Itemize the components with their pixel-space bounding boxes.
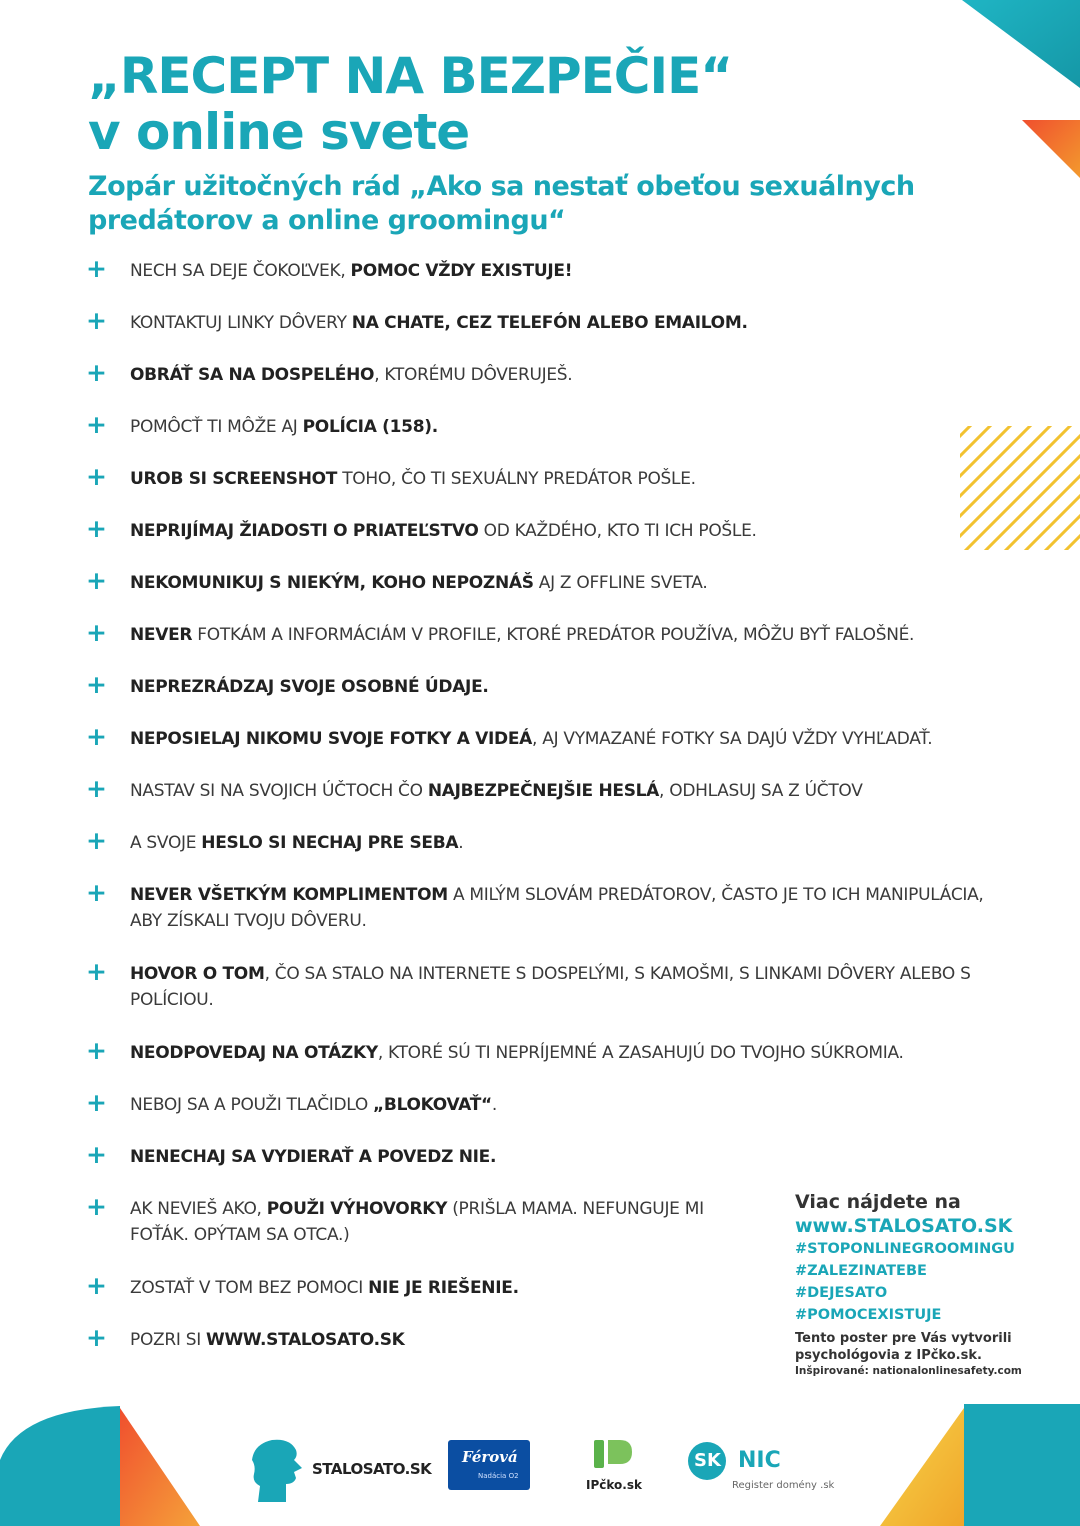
tip-bold-segment: NAJBEZPEČNEJŠIE HESLÁ: [427, 781, 660, 801]
hashtag: #STOPONLINEGROOMINGU: [795, 1241, 1015, 1257]
tip-bold-segment: POUŽI VÝHOVORKY: [266, 1199, 448, 1219]
tip-text: [130, 961, 1010, 1013]
tip-text: [130, 882, 1010, 934]
tip-bold-segment: WWW.STALOSATO.SK: [206, 1330, 405, 1350]
inspired-text: Inšpirované: nationalonlinesafety.com: [795, 1365, 1022, 1377]
tip-segment: FOTKÁM A INFORMÁCIÁM V PROFILE, KTORÉ PREDÁTOR POUŽÍVA, MÔŽU BYŤ FALOŠNÉ.: [192, 625, 915, 645]
hashtag: #DEJESATO: [795, 1285, 888, 1301]
tip-bold-segment: HOVOR O TOM: [130, 964, 265, 984]
plus-icon: +: [86, 514, 107, 543]
ipcko-logo-text: IPčko.sk: [586, 1478, 642, 1492]
plus-icon: +: [86, 306, 107, 335]
tip-segment: , ODHLASUJ SA Z ÚČTOV: [659, 781, 863, 801]
ipcko-mark-icon: [594, 1438, 634, 1472]
plus-icon: +: [86, 957, 107, 986]
tip-segment: AJ Z OFFLINE SVETA.: [533, 573, 708, 593]
title-line-2: v online svete: [88, 103, 470, 161]
plus-icon: +: [86, 1271, 107, 1300]
tip-bold-segment: „BLOKOVAŤ“: [373, 1095, 492, 1115]
tip-text: [130, 1144, 1010, 1170]
tip-text: [130, 1196, 750, 1248]
tip-segment: (PRIŠLA MAMA. NEFUNGUJE MI FOŤÁK. OPÝTAM SA OTCA.): [130, 1199, 704, 1245]
info-heading: Viac nájdete na: [795, 1191, 961, 1213]
ferova-logo-subtext: Nadácia O2: [478, 1472, 519, 1480]
tip-segment: .: [458, 833, 464, 853]
sknic-logo-subtext: Register domény .sk: [732, 1480, 835, 1491]
tip-text: [130, 258, 1010, 284]
info-block: [795, 1190, 1045, 1379]
plus-icon: +: [86, 1192, 107, 1221]
plus-icon: +: [86, 722, 107, 751]
hashtag: #POMOCEXISTUJE: [795, 1307, 942, 1323]
tip-segment: KONTAKTUJ LINKY DÔVERY: [130, 313, 352, 333]
tip-segment: A MILÝM SLOVÁM PREDÁTOROV, ČASTO JE TO ICH MANIPULÁCIA, ABY ZÍSKALI TVOJU DÔVERU.: [130, 885, 984, 931]
plus-icon: +: [86, 462, 107, 491]
tip-bold-segment: POMOC VŽDY EXISTUJE!: [350, 261, 573, 281]
tip-segment: NECH SA DEJE ČOKOĽVEK,: [130, 261, 351, 281]
tip-text: [130, 570, 1010, 596]
tip-segment: , KTORÉMU DÔVERUJEŠ.: [374, 365, 573, 385]
plus-icon: +: [86, 410, 107, 439]
tip-segment: , AJ VYMAZANÉ FOTKY SA DAJÚ VŽDY VYHĽADAŤ.: [532, 729, 933, 749]
tip-bold-segment: NEKOMUNIKUJ S NIEKÝM, KOHO NEPOZNÁŠ: [130, 573, 534, 593]
sknic-logo-word: NIC: [738, 1448, 781, 1473]
plus-icon: +: [86, 878, 107, 907]
plus-icon: +: [86, 826, 107, 855]
tip-bold-segment: NEVER VŠETKÝM KOMPLIMENTOM: [130, 885, 448, 905]
tip-segment: NASTAV SI NA SVOJICH ÚČTOCH ČO: [130, 781, 428, 801]
tip-segment: TOHO, ČO TI SEXUÁLNY PREDÁTOR POŠLE.: [337, 469, 696, 489]
stalosato-logo-text: STALOSATO.SK: [312, 1460, 432, 1478]
tip-bold-segment: UROB SI SCREENSHOT: [130, 469, 338, 489]
ferova-logo-text: Férová: [462, 1448, 518, 1466]
tip-segment: POZRI SI: [130, 1330, 207, 1350]
tip-text: [130, 778, 1010, 804]
poster-subtitle: Zopár užitočných rád „Ako sa nestať obeťou sexuálnych predátorov a online groomingu“: [88, 171, 915, 236]
head-silhouette-icon: [250, 1438, 306, 1502]
tip-segment: ZOSTAŤ V TOM BEZ POMOCI: [130, 1278, 369, 1298]
tip-text: [130, 414, 1010, 440]
tip-text: [130, 830, 1010, 856]
credit-text: Tento poster pre Vás vytvorili psychológovia z IPčko.sk.: [795, 1331, 1012, 1363]
poster-title: [88, 48, 732, 160]
sknic-logo[interactable]: [688, 1440, 838, 1496]
tip-segment: .: [491, 1095, 497, 1115]
tip-bold-segment: NEODPOVEDAJ NA OTÁZKY: [130, 1043, 378, 1063]
plus-icon: +: [86, 566, 107, 595]
plus-icon: +: [86, 1088, 107, 1117]
tip-bold-segment: HESLO SI NECHAJ PRE SEBA: [201, 833, 459, 853]
plus-icon: +: [86, 1323, 107, 1352]
tip-segment: , KTORÉ SÚ TI NEPRÍJEMNÉ A ZASAHUJÚ DO TVOJHO SÚKROMIA.: [377, 1043, 904, 1063]
tip-text: [130, 726, 1010, 752]
tip-text: [130, 310, 1010, 336]
sknic-logo-sk: SK: [694, 1450, 721, 1471]
ferova-logo[interactable]: [448, 1440, 530, 1490]
tip-segment: AK NEVIEŠ AKO,: [130, 1199, 267, 1219]
tip-bold-segment: POLÍCIA (158).: [302, 417, 438, 437]
hashtag: #ZALEZINATEBE: [795, 1263, 927, 1279]
tip-text: [130, 674, 1010, 700]
tip-bold-segment: NEVER: [130, 625, 193, 645]
plus-icon: +: [86, 1140, 107, 1169]
tip-segment: , ČO SA STALO NA INTERNETE S DOSPELÝMI, S KAMOŠMI, S LINKAMI DÔVERY ALEBO S POLÍCIOU.: [130, 964, 971, 1010]
tip-bold-segment: NIE JE RIEŠENIE.: [368, 1278, 519, 1298]
tip-bold-segment: OBRÁŤ SA NA DOSPELÉHO: [130, 365, 375, 385]
tip-bold-segment: NA CHATE, CEZ TELEFÓN ALEBO EMAILOM.: [351, 313, 748, 333]
plus-icon: +: [86, 774, 107, 803]
tip-text: [130, 362, 1010, 388]
plus-icon: +: [86, 358, 107, 387]
tip-segment: NEBOJ SA A POUŽI TLAČIDLO: [130, 1095, 374, 1115]
ipcko-logo[interactable]: [584, 1438, 648, 1502]
tip-segment: A SVOJE: [130, 833, 202, 853]
plus-icon: +: [86, 1036, 107, 1065]
tip-text: [130, 466, 1010, 492]
tip-segment: OD KAŽDÉHO, KTO TI ICH POŠLE.: [478, 521, 757, 541]
tip-text: [130, 1040, 1010, 1066]
plus-icon: +: [86, 670, 107, 699]
plus-icon: +: [86, 254, 107, 283]
tip-bold-segment: NENECHAJ SA VYDIERAŤ A POVEDZ NIE.: [130, 1147, 497, 1167]
plus-icon: +: [86, 618, 107, 647]
partner-logos: [0, 1420, 1080, 1526]
tip-bold-segment: NEPRIJÍMAJ ŽIADOSTI O PRIATEĽSTVO: [130, 521, 479, 541]
tip-segment: POMÔCŤ TI MÔŽE AJ: [130, 417, 303, 437]
info-website-link[interactable]: www.STALOSATO.SK: [795, 1215, 1013, 1237]
title-line-1: „RECEPT NA BEZPEČIE“: [88, 47, 733, 105]
tip-bold-segment: NEPOSIELAJ NIKOMU SVOJE FOTKY A VIDEÁ: [130, 729, 533, 749]
tip-text: [130, 1092, 1010, 1118]
tip-bold-segment: NEPREZRÁDZAJ SVOJE OSOBNÉ ÚDAJE.: [130, 677, 489, 697]
tip-text: [130, 622, 1010, 648]
tip-text: [130, 518, 1010, 544]
stalosato-logo[interactable]: [250, 1438, 432, 1502]
